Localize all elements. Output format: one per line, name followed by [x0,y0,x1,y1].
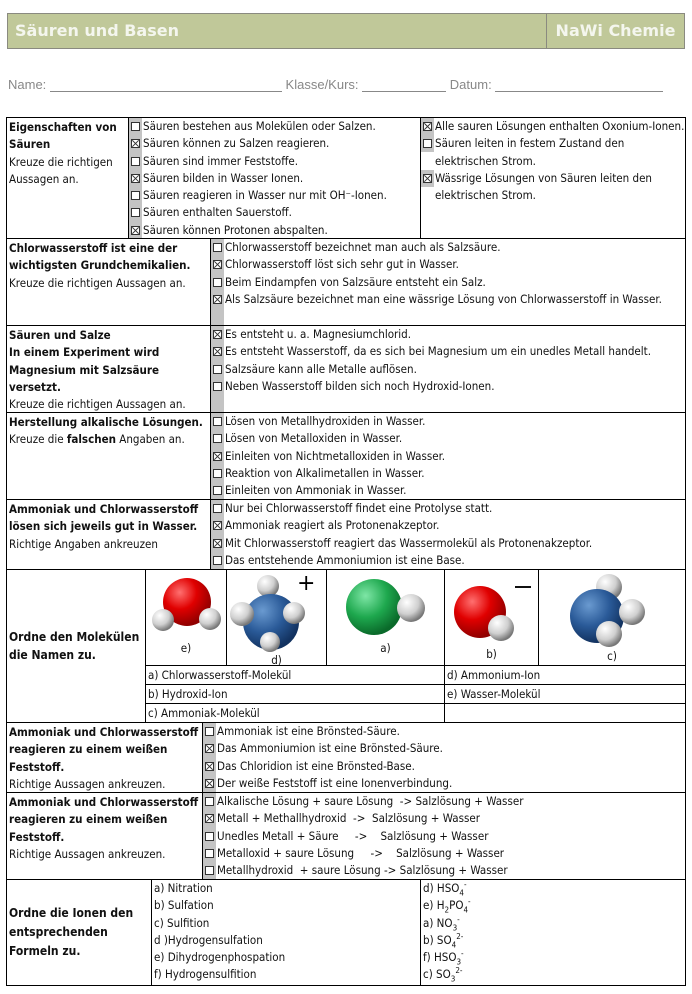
molecule-name [445,704,447,722]
molecule-name: c) Ammoniak-Molekül [146,704,445,722]
checkbox-item[interactable] [203,758,685,775]
checkbox-label: Mit Chlorwasserstoff reagiert das Wassermolekül als Protonenakzeptor. [225,535,593,550]
checkbox-checked-icon[interactable] [205,814,214,823]
section-instruction: Kreuze die richtigen Aussagen an. [9,397,186,412]
formula-text: $HSO_4^-$ [436,880,467,898]
checkbox-label: Salzsäure kann alle Metalle auflösen. [225,361,417,376]
checkbox-label: Chlorwasserstoff bezeichnet man auch als Salzsäure. [225,240,501,254]
checkbox-item[interactable] [211,430,685,447]
class-field[interactable] [362,77,446,92]
checkbox-checked-icon[interactable] [213,452,222,461]
ion-formula [423,932,685,949]
checkbox-item[interactable] [211,535,685,552]
hydroxide-ion-icon [445,570,539,648]
checkbox-item[interactable] [203,793,685,810]
checkbox-checked-icon[interactable] [213,260,222,269]
section-instruction: Richtige Aussagen ankreuzen. [9,776,166,791]
checkbox-label: Säuren können zu Salzen reagieren. [143,136,330,151]
checkbox-label: Das Ammoniumion ist eine Brönsted-Säure. [217,741,443,756]
checkbox-item[interactable] [211,500,685,517]
ion-name: c) Sulfition [154,915,210,930]
checkbox-label: Es entsteht u. a. Magnesiumchlorid. [225,327,412,341]
section-salt-formation [6,793,686,880]
section-molecules [6,570,686,723]
ion-name: a) Nitration [154,881,213,895]
section-instruction [9,431,208,448]
formula-text: $NO_3^-$ [436,914,460,932]
checkbox-unchecked-icon[interactable] [205,727,214,736]
checkbox-label: Das Chloridion ist eine Brönsted-Base. [217,758,415,773]
formula-text: $SO_4^{2-}$ [436,932,464,950]
section-title: Säuren und Salze [9,328,111,342]
section-instruction: Richtige Aussagen ankreuzen. [9,846,166,861]
instruction-text: Kreuze die [9,432,67,447]
molecule-name: a) Chlorwasserstoff-Molekül [146,666,445,684]
ion-name: d )Hydrogensulfation [154,932,263,947]
checkbox-checked-icon[interactable] [213,521,222,530]
section-instruction: Richtige Angaben ankreuzen [9,536,158,551]
checkbox-item[interactable] [203,723,685,740]
checkbox-label: Wässrige Lösungen von Säuren leiten den elektrischen Strom. [435,170,652,203]
name-label: Name: [8,77,47,92]
checkbox-unchecked-icon[interactable] [213,469,222,478]
checkbox-label: Lösen von Metallhydroxiden in Wasser. [225,414,426,428]
checkbox-unchecked-icon[interactable] [213,417,222,426]
ion-formula [423,897,685,914]
checkbox-unchecked-icon[interactable] [213,504,222,513]
checkbox-label: Metalloxid + saure Lösung -> Salzlösung + Wasser [217,845,505,860]
checkbox-unchecked-icon[interactable] [213,486,222,495]
checkbox-label: Der weiße Feststoff ist eine Ionenverbindung. [217,775,453,790]
checkbox-item[interactable] [203,810,685,827]
checkbox-label: Säuren können Protonen abspalten. [143,222,328,237]
checkbox-label: Beim Eindampfen von Salzsäure entsteht ein Salz. [225,274,486,289]
checkbox-label: Neben Wasserstoff bilden sich noch Hydroxid-Ionen. [225,378,495,393]
checkbox-item[interactable] [129,222,420,239]
checkbox-checked-icon[interactable] [205,762,214,771]
checkbox-label: Ammoniak reagiert als Protonenakzeptor. [225,518,440,533]
instruction-text: Angaben an. [115,432,185,447]
checkbox-unchecked-icon[interactable] [205,849,214,858]
checkbox-label: Metall + Methallhydroxid -> Salzlösung + Wasser [217,811,480,826]
formula-letter: d) [423,881,437,895]
section-title: Eigenschaften von Säuren [9,120,117,152]
formula-letter: a) [423,915,437,930]
worksheet-title: Säuren und Basen [8,14,547,48]
checkbox-item[interactable] [129,135,420,152]
checkbox-item[interactable] [203,845,685,862]
checkbox-checked-icon[interactable] [213,347,222,356]
ion-name: f) Hydrogensulfition [154,967,257,982]
checkbox-item[interactable] [129,170,420,187]
molecule-image-ammonium [227,570,327,665]
checkbox-checked-icon[interactable] [131,226,140,235]
checkbox-label: Säuren enthalten Sauerstoff. [143,205,292,220]
checkbox-label: Einleiten von Nichtmetalloxiden in Wasser. [225,448,446,463]
section-ammonia-hcl-water [6,500,686,570]
checkbox-label: Alle sauren Lösungen enthalten Oxonium-Ionen. [435,119,685,133]
checkbox-checked-icon[interactable] [213,295,222,304]
water-molecule-icon [146,570,227,640]
charge-minus [515,586,531,588]
section-bronsted [6,723,686,793]
formula-text: $H_2PO_4^-$ [436,897,471,915]
checkbox-item[interactable] [211,413,685,430]
molecule-name: b) Hydroxid-Ion [146,685,445,703]
checkbox-checked-icon[interactable] [423,122,432,131]
instruction-emphasis: falschen [66,432,116,447]
ion-formulas-column [421,880,685,985]
checkbox-unchecked-icon[interactable] [213,556,222,565]
checkbox-label: Chlorwasserstoff löst sich sehr gut in Wasser. [225,257,459,272]
formula-text: $HSO_3^-$ [433,949,464,967]
checkbox-checked-icon[interactable] [131,174,140,183]
molecule-image-hydroxide [445,570,539,665]
checkbox-label: Als Salzsäure bezeichnet man eine wässrige Lösung von Chlorwasserstoff in Wasser. [225,291,662,306]
formula-letter: e) [423,898,437,913]
ion-formula [423,949,685,966]
ion-name: e) Dihydrogenphospation [154,950,286,965]
checkbox-item[interactable] [421,170,685,205]
ammonium-ion-icon [227,570,327,654]
section-instruction: Kreuze die richtigen Aussagen an. [9,154,113,186]
checkbox-item[interactable] [211,378,685,395]
checkbox-label: Einleiten von Ammoniak in Wasser. [225,483,407,498]
checkbox-label: Metallhydroxid + saure Lösung -> Salzlösung + Wasser [217,863,508,878]
charge-plus: + [297,571,316,596]
checkbox-item[interactable] [211,256,685,273]
section-instruction: Kreuze die richtigen Aussagen an. [9,275,186,290]
class-label: Klasse/Kurs: [285,77,359,92]
ion-formula [423,966,685,983]
molecule-label: b) [486,647,497,661]
section-title: Ammoniak und Chlorwasserstoff reagieren zu einem weißen Feststoff. [9,725,199,774]
checkbox-item[interactable] [129,187,420,204]
checkbox-unchecked-icon[interactable] [131,191,140,200]
ion-formula [423,880,685,897]
student-info-line [8,77,663,92]
section-hydrogen-chloride [6,239,686,326]
date-label: Datum: [449,77,492,92]
checkbox-checked-icon[interactable] [213,539,222,548]
ammonia-molecule-icon [539,570,685,650]
formula-letter: f) [423,950,434,965]
section-title: Herstellung alkalische Lösungen. [9,415,203,429]
section-subtitle: In einem Experiment wird Magnesium mit Salzsäure versetzt. [9,345,160,394]
checkbox-label: Säuren leiten in festem Zustand den elektrischen Strom. [435,136,625,168]
formula-letter: b) [423,932,437,947]
section-acids-and-salts [6,326,686,413]
section-title: Ammoniak und Chlorwasserstoff reagieren zu einem weißen Feststoff. [9,795,199,844]
molecule-label: d) [271,653,282,667]
ion-names-column [152,880,421,985]
checkbox-item[interactable] [129,118,420,135]
checkbox-unchecked-icon[interactable] [205,832,214,841]
section-acid-properties [6,117,686,239]
checkbox-checked-icon[interactable] [131,139,140,148]
checkbox-item[interactable] [211,291,685,308]
checkbox-item[interactable] [211,552,685,569]
worksheet-header [7,13,685,49]
checkbox-label: Alkalische Lösung + saure Lösung -> Salzlösung + Wasser [217,794,524,808]
subject-label: NaWi Chemie [555,21,676,40]
checkbox-item[interactable] [211,239,685,256]
checkbox-item[interactable] [211,274,685,291]
name-field[interactable] [50,77,282,92]
checkbox-unchecked-icon[interactable] [131,157,140,166]
checkbox-checked-icon[interactable] [213,330,222,339]
ion-formula [423,915,685,932]
checkbox-label: Reaktion von Alkalimetallen in Wasser. [225,465,425,480]
molecule-names-row [146,704,685,722]
checkbox-unchecked-icon[interactable] [213,243,222,252]
molecule-label: e) [180,641,192,655]
ion-name: b) Sulfation [154,898,214,913]
checkbox-item[interactable] [421,135,685,170]
checkbox-item[interactable] [129,153,420,170]
checkbox-label: Säuren reagieren in Wasser nur mit OH⁻-Ionen. [143,188,387,203]
checkbox-unchecked-icon[interactable] [205,797,214,806]
section-title: Chlorwasserstoff ist eine der wichtigsten Grundchemikalien. [9,241,191,273]
formula-letter: c) [423,967,437,982]
molecule-name: d) Ammonium-Ion [447,668,541,682]
formula-text: $SO_3^{2-}$ [436,966,463,984]
checkbox-item[interactable] [203,828,685,845]
molecule-image-ammonia [539,570,685,665]
date-field[interactable] [495,77,663,92]
checkbox-label: Säuren bilden in Wasser Ionen. [143,170,304,185]
checkbox-item[interactable] [203,740,685,757]
checkbox-label: Nur bei Chlorwasserstoff findet eine Protolyse statt. [225,501,493,515]
checkbox-item[interactable] [211,465,685,482]
checkbox-item[interactable] [421,118,685,135]
hydrogen-chloride-icon [327,570,445,640]
checkbox-label: Säuren sind immer Feststoffe. [143,153,298,168]
section-ions [6,880,686,986]
checkbox-unchecked-icon[interactable] [131,122,140,131]
checkbox-label: Säuren bestehen aus Molekülen oder Salzen. [143,119,376,133]
checkbox-label: Ammoniak ist eine Brönsted-Säure. [217,724,400,738]
checkbox-item[interactable] [203,862,685,879]
checkbox-label: Es entsteht Wasserstoff, da es sich bei Magnesium um ein unedles Metall handelt. [225,344,652,359]
checkbox-label: Lösen von Metalloxiden in Wasser. [225,431,403,446]
checkbox-unchecked-icon[interactable] [213,365,222,374]
checkbox-unchecked-icon[interactable] [205,866,214,875]
checkbox-item[interactable] [211,326,685,343]
checkbox-item[interactable] [203,775,685,792]
checkbox-item[interactable] [211,517,685,534]
checkbox-item[interactable] [129,204,420,221]
checkbox-unchecked-icon[interactable] [213,434,222,443]
checkbox-checked-icon[interactable] [205,744,214,753]
worksheet-table [6,117,686,986]
checkbox-label: Unedles Metall + Säure -> Salzlösung + Wasser [217,828,489,843]
checkbox-checked-icon[interactable] [205,779,214,788]
checkbox-item[interactable] [211,343,685,360]
checkbox-unchecked-icon[interactable] [131,208,140,217]
molecule-names-row [146,685,685,704]
checkbox-unchecked-icon[interactable] [423,139,432,148]
molecule-name: e) Wasser-Molekül [447,687,541,701]
checkbox-unchecked-icon[interactable] [213,382,222,391]
checkbox-item[interactable] [211,448,685,465]
checkbox-checked-icon[interactable] [423,174,432,183]
checkbox-item[interactable] [211,482,685,499]
molecule-label: c) [607,649,617,663]
checkbox-label: Das entstehende Ammoniumion ist eine Base. [225,552,465,567]
molecule-image-water [146,570,227,665]
checkbox-unchecked-icon[interactable] [213,278,222,287]
section-title: Ammoniak und Chlorwasserstoff lösen sich jeweils gut in Wasser. [9,502,199,534]
section-alkaline-solutions [6,413,686,500]
section-title: Ordne die Ionen den entsprechenden Formeln zu. [9,906,134,958]
molecule-image-hcl [327,570,445,665]
checkbox-item[interactable] [211,361,685,378]
molecule-label: a) [380,641,391,655]
section-title: Ordne den Molekülen die Namen zu. [9,630,140,662]
